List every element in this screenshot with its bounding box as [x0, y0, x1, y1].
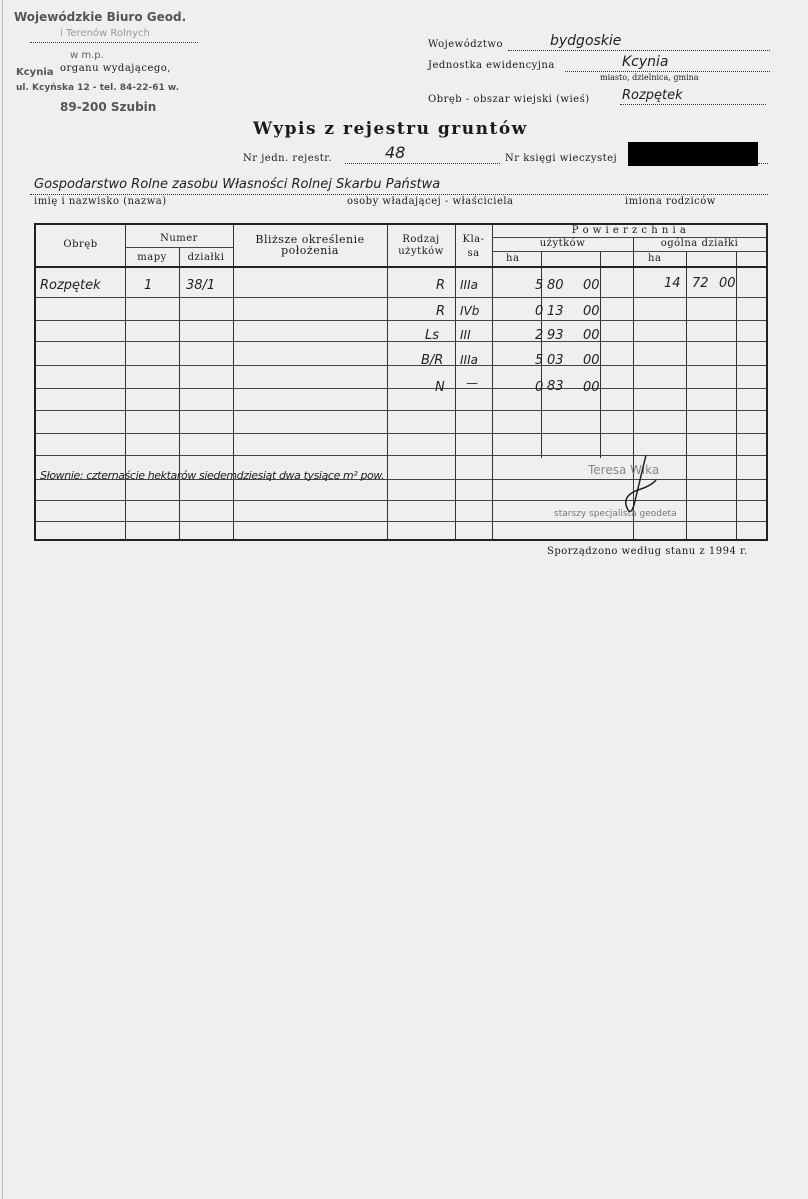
- row-divider: [36, 521, 766, 522]
- header-ha-1: ha: [506, 253, 520, 264]
- cell-klasa: IIIa: [460, 278, 478, 292]
- col-divider: [387, 225, 388, 539]
- cell-rodzaj: B/R: [421, 353, 444, 368]
- cell-ar: 03: [547, 353, 564, 368]
- cell-og-ha: 14: [664, 276, 681, 291]
- header-powierzchnia: P o w i e r z c h n i a: [571, 225, 687, 236]
- header-obreb: Obręb: [63, 239, 98, 250]
- header-uzytkow: użytków: [539, 238, 586, 249]
- wojewodztwo-value: bydgoskie: [550, 33, 622, 49]
- row-divider: [36, 388, 766, 389]
- cell-m: 00: [583, 328, 600, 343]
- cell-klasa: IVb: [460, 304, 480, 318]
- stamp-line-1: Wojewódzkie Biuro Geod.: [14, 10, 187, 24]
- header-bottom: [36, 266, 766, 268]
- col-divider: [736, 252, 737, 539]
- signature-title: starszy specjalista geodeta: [554, 509, 677, 519]
- ksiega-label: Nr księgi wieczystej: [505, 153, 618, 164]
- cell-og-ar: 72: [692, 276, 709, 291]
- col-divider: [125, 225, 126, 539]
- header-mapy: mapy: [137, 252, 167, 263]
- land-registry-table: [34, 223, 768, 541]
- header-divider: [125, 247, 233, 248]
- obreb-label: Obręb - obszar wiejski (wieś): [428, 94, 590, 105]
- amount-in-words: Słownie: czternaście hektarów siedemdziesiąt dwa tysiące m² pow.: [40, 469, 385, 482]
- jednostka-label: Jednostka ewidencyjna: [428, 60, 555, 71]
- owner-line: [30, 194, 768, 195]
- registry-nr-label: Nr jedn. rejestr.: [243, 153, 333, 164]
- cell-mapy: 1: [144, 278, 153, 293]
- cell-rodzaj: Ls: [425, 328, 440, 343]
- stamp-line-5: Kcynia: [16, 67, 54, 78]
- stamp-line-2: i Terenów Rolnych: [60, 28, 150, 39]
- jednostka-sub: miasto, dzielnica, gmina: [600, 73, 699, 82]
- jednostka-value: Kcynia: [622, 54, 669, 70]
- cell-ha: 0: [535, 304, 544, 319]
- stamp-line-7: 89-200 Szubin: [60, 100, 157, 114]
- owner-value: Gospodarstwo Rolne zasobu Własności Rolnej Skarbu Państwa: [34, 177, 441, 192]
- row-divider: [36, 410, 766, 411]
- header-rodzaj-2: użytków: [398, 246, 444, 257]
- wojewodztwo-label: Województwo: [428, 39, 503, 50]
- cell-rodzaj: R: [436, 304, 446, 319]
- cell-ar: 80: [547, 278, 564, 293]
- cell-obreb: Rozpętek: [40, 278, 101, 293]
- header-dzialki: działki: [187, 252, 225, 263]
- stamp-line-4: organu wydającego,: [60, 63, 171, 74]
- jednostka-line: [565, 71, 770, 72]
- cell-og-m: 00: [719, 276, 736, 291]
- registry-nr-value: 48: [385, 143, 406, 162]
- cell-m: 00: [583, 304, 600, 319]
- cell-klasa: IIIa: [460, 353, 478, 367]
- ksiega-line-end: [758, 163, 768, 164]
- cell-ar: 13: [547, 304, 564, 319]
- header-ogolna: ogólna działki: [660, 238, 739, 249]
- signature-name: Teresa Wika: [588, 463, 660, 477]
- col-divider: [233, 225, 234, 539]
- header-klasa-2: sa: [467, 248, 480, 259]
- cell-m: 00: [583, 278, 600, 293]
- header-blizsze-2: położenia: [281, 244, 339, 257]
- header-klasa-1: Kla-: [462, 234, 485, 245]
- obreb-line: [620, 104, 766, 105]
- document-title: Wypis z rejestru gruntów: [253, 119, 528, 139]
- cell-ar: 93: [547, 328, 564, 343]
- cell-ha: 5: [535, 278, 544, 293]
- header-blizsze-1: Bliższe określenie: [255, 233, 365, 246]
- col-divider: [492, 225, 493, 539]
- cell-rodzaj: N: [435, 380, 445, 395]
- row-divider: [36, 433, 766, 434]
- signature-mark: [606, 450, 676, 520]
- col-divider: [455, 225, 456, 539]
- row-divider: [36, 365, 766, 366]
- cell-rodzaj: R: [436, 278, 446, 293]
- owner-label-left: imię i nazwisko (nazwa): [34, 196, 167, 207]
- cell-dzialki: 38/1: [186, 278, 216, 293]
- obreb-value: Rozpętek: [622, 88, 683, 103]
- header-numer: Numer: [160, 233, 198, 244]
- redacted-block: [628, 142, 758, 166]
- owner-label-mid: osoby władającej - właściciela: [347, 196, 514, 207]
- cell-ha: 2: [535, 328, 544, 343]
- row-divider: [36, 320, 766, 321]
- cell-ha: 5: [535, 353, 544, 368]
- col-divider: [686, 252, 687, 539]
- footer-date-note: Sporządzono według stanu z 1994 r.: [547, 546, 748, 557]
- col-divider: [600, 252, 601, 458]
- cell-ha: 0: [535, 380, 544, 395]
- cell-m: 00: [583, 380, 600, 395]
- stamp-line-3: w m.p.: [70, 50, 104, 61]
- cell-klasa: —: [466, 376, 478, 390]
- cell-ar: 83: [547, 379, 564, 394]
- stamp-dotted-line: [30, 42, 198, 43]
- row-divider: [36, 341, 766, 342]
- header-ha-2: ha: [648, 253, 662, 264]
- owner-label-right: imiona rodziców: [625, 196, 716, 207]
- wojewodztwo-line: [508, 50, 770, 51]
- stamp-line-6: ul. Kcyńska 12 - tel. 84-22-61 w.: [16, 83, 180, 93]
- cell-klasa: III: [460, 328, 471, 342]
- registry-nr-line: [345, 163, 500, 164]
- row-divider: [36, 297, 766, 298]
- cell-m: 00: [583, 353, 600, 368]
- header-divider: [492, 251, 766, 252]
- col-divider: [179, 248, 180, 539]
- header-rodzaj-1: Rodzaj: [402, 234, 440, 245]
